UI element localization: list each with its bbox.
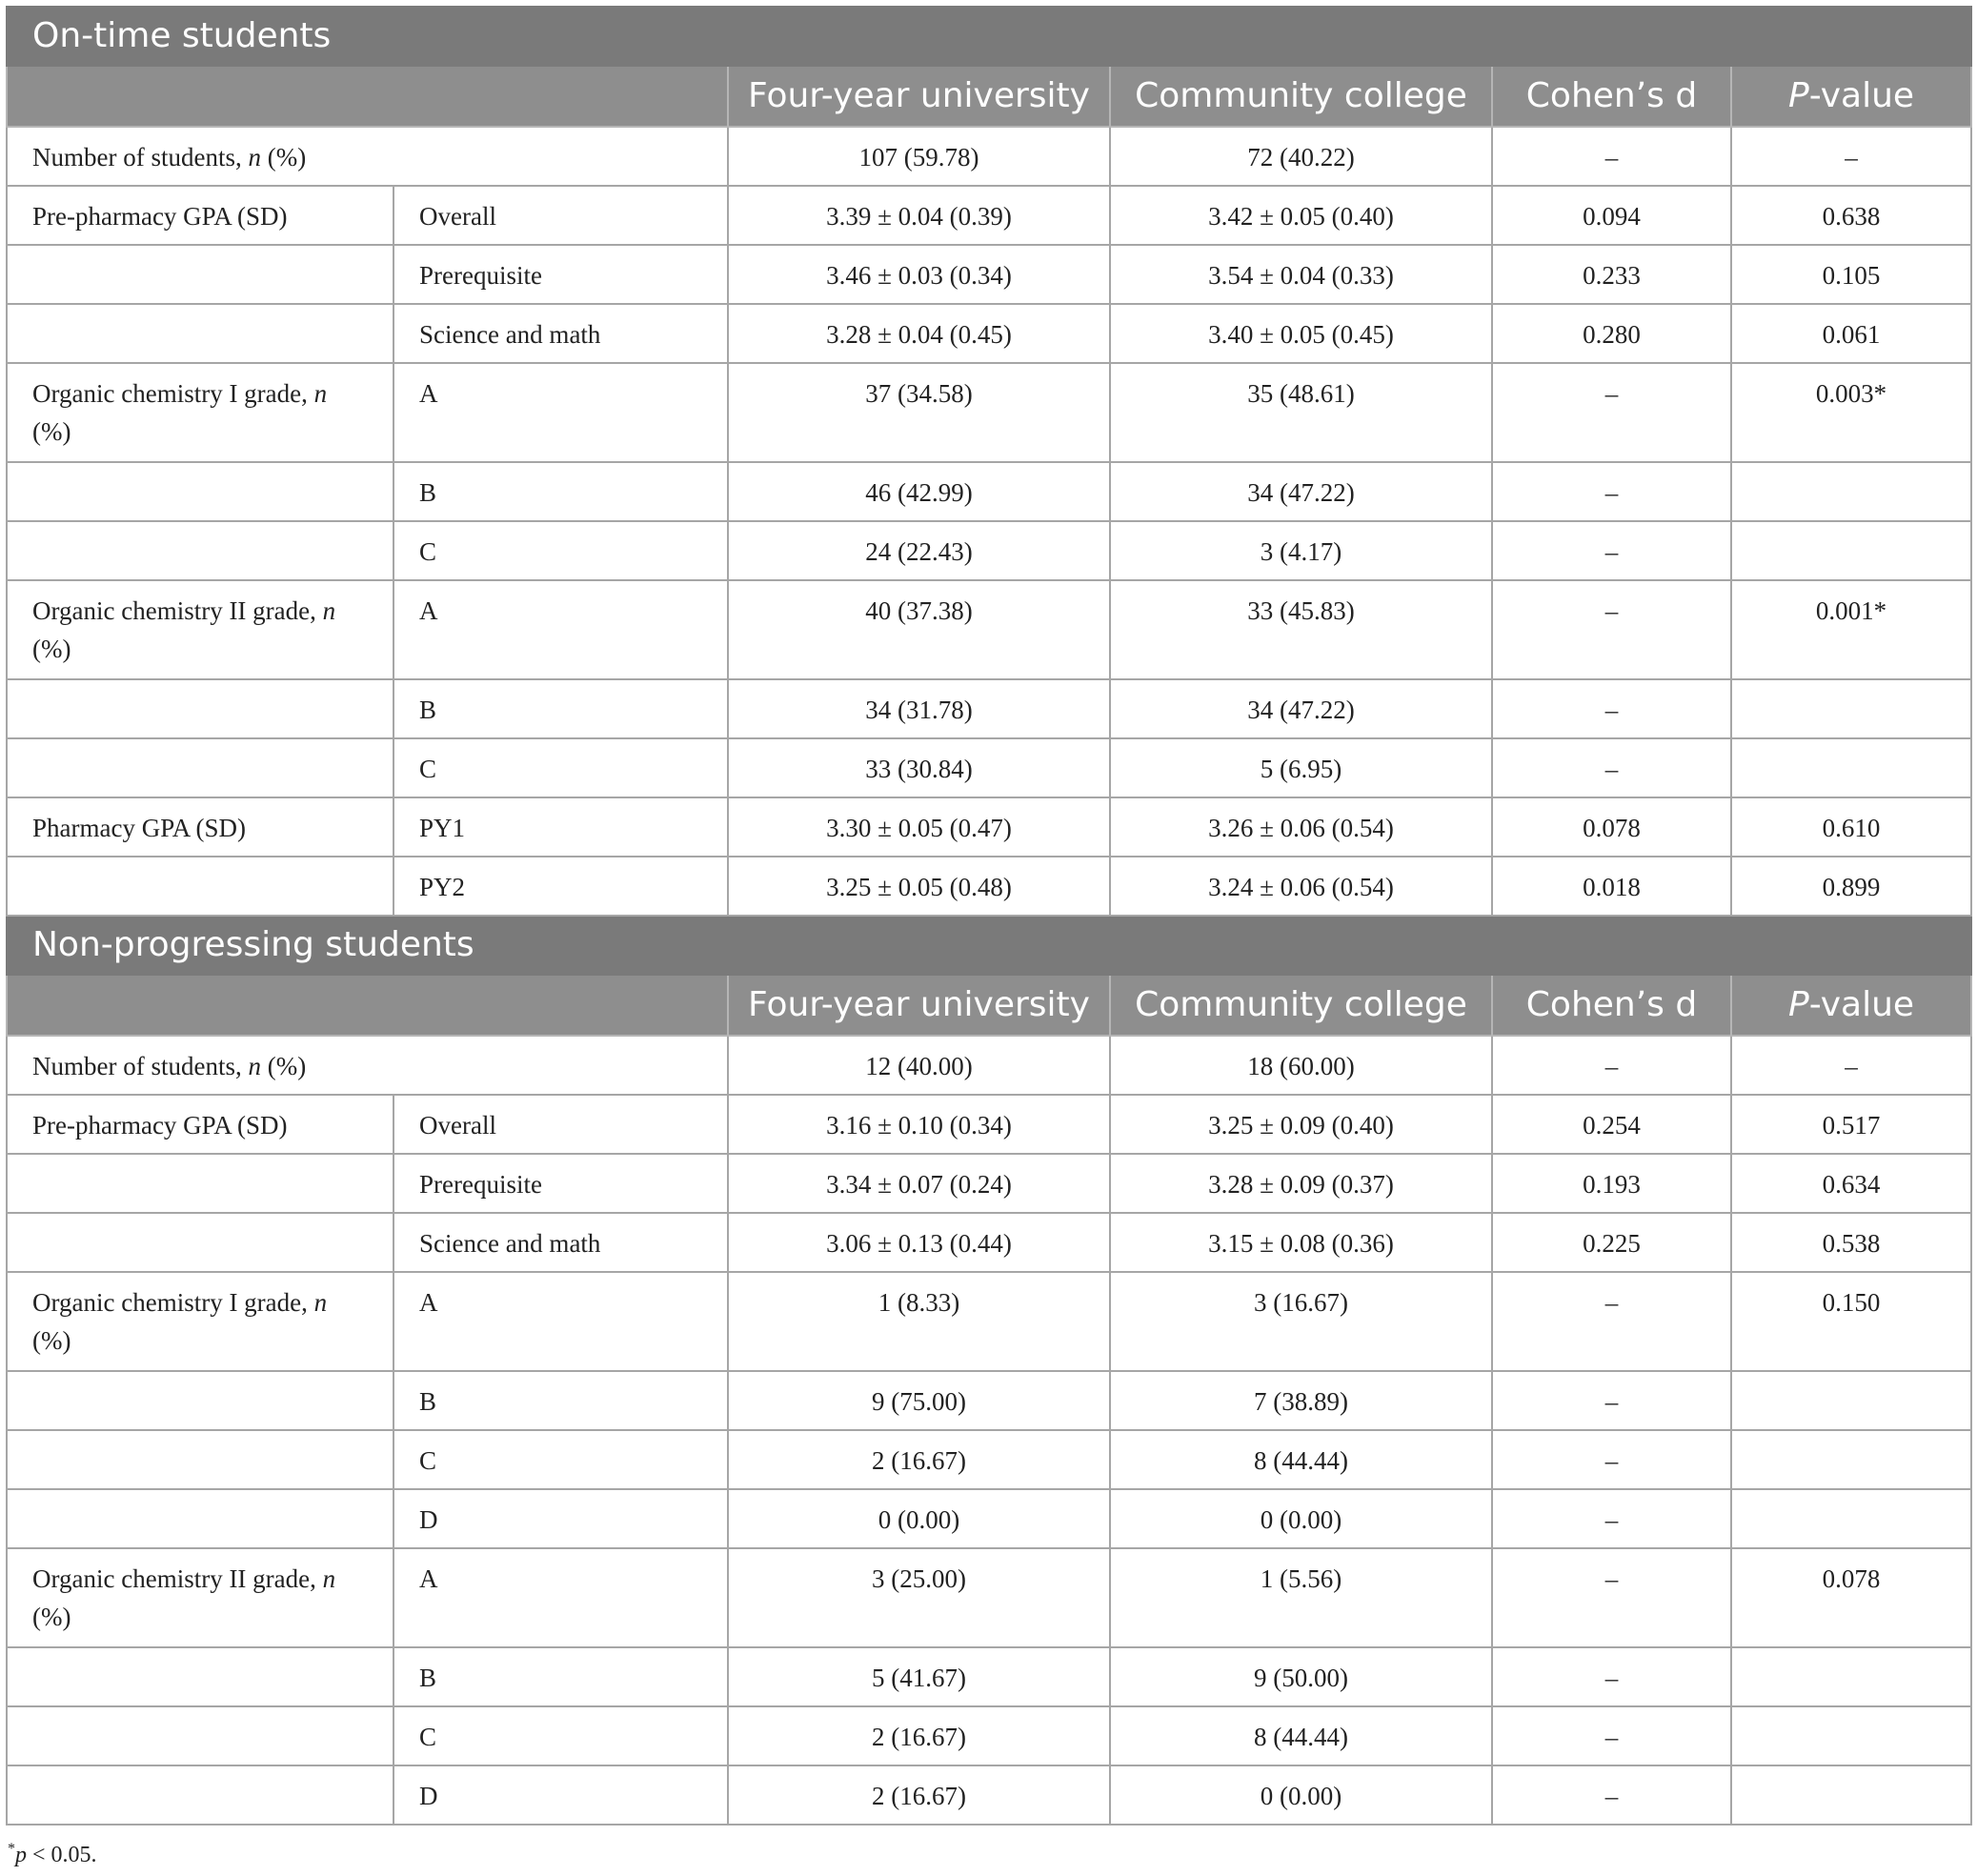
cell-p-value <box>1731 1765 1971 1825</box>
cell-cohens-d: – <box>1492 462 1731 521</box>
cell-cohens-d: 0.233 <box>1492 245 1731 304</box>
row-label <box>7 1036 728 1095</box>
row-sublabel: B <box>393 679 728 738</box>
row-label <box>7 580 393 679</box>
cell-community-college: 3.40 ± 0.05 (0.45) <box>1110 304 1492 363</box>
cell-p-value <box>1731 1647 1971 1706</box>
cell-community-college: 8 (44.44) <box>1110 1430 1492 1489</box>
row-label <box>7 1489 393 1548</box>
row-label <box>7 1371 393 1430</box>
table-row <box>7 1154 1971 1213</box>
cell-community-college: 3.26 ± 0.06 (0.54) <box>1110 797 1492 857</box>
section-title: On-time students <box>7 7 1971 66</box>
footnote-mark: * <box>8 1841 15 1857</box>
header-four-year-university: Four-year university <box>728 975 1110 1036</box>
cell-community-college: 8 (44.44) <box>1110 1706 1492 1765</box>
table-row <box>7 1095 1971 1154</box>
row-sublabel: Science and math <box>393 1213 728 1272</box>
cell-community-college: 72 (40.22) <box>1110 127 1492 186</box>
cell-four-year-university: 5 (41.67) <box>728 1647 1110 1706</box>
table-row <box>7 462 1971 521</box>
row-sublabel: D <box>393 1765 728 1825</box>
row-sublabel: Prerequisite <box>393 245 728 304</box>
cell-cohens-d: – <box>1492 1765 1731 1825</box>
cell-cohens-d: 0.280 <box>1492 304 1731 363</box>
row-sublabel: PY1 <box>393 797 728 857</box>
cell-community-college: 34 (47.22) <box>1110 462 1492 521</box>
cell-four-year-university: 107 (59.78) <box>728 127 1110 186</box>
section-title-row <box>7 7 1971 66</box>
column-header-row <box>7 66 1971 127</box>
header-blank <box>7 66 728 127</box>
table-row <box>7 1371 1971 1430</box>
cell-p-value: 0.105 <box>1731 245 1971 304</box>
row-sublabel: C <box>393 521 728 580</box>
cell-four-year-university: 46 (42.99) <box>728 462 1110 521</box>
cell-community-college: 3.54 ± 0.04 (0.33) <box>1110 245 1492 304</box>
cell-cohens-d: – <box>1492 1647 1731 1706</box>
row-label <box>7 521 393 580</box>
table-row <box>7 304 1971 363</box>
cell-p-value: – <box>1731 1036 1971 1095</box>
row-label-text: Organic chemistry I grade, <box>32 1288 314 1317</box>
cell-four-year-university: 40 (37.38) <box>728 580 1110 679</box>
row-label-italic: n <box>313 1288 328 1317</box>
cell-four-year-university: 12 (40.00) <box>728 1036 1110 1095</box>
row-label-tail: (%) <box>260 143 307 171</box>
table-row <box>7 363 1971 462</box>
table-row <box>7 1647 1971 1706</box>
cell-four-year-university: 3.30 ± 0.05 (0.47) <box>728 797 1110 857</box>
row-sublabel: A <box>393 580 728 679</box>
row-label <box>7 1095 393 1154</box>
cell-community-college: 5 (6.95) <box>1110 738 1492 797</box>
cell-p-value <box>1731 679 1971 738</box>
cell-cohens-d: – <box>1492 738 1731 797</box>
cell-community-college: 3.42 ± 0.05 (0.40) <box>1110 186 1492 245</box>
cell-cohens-d: 0.094 <box>1492 186 1731 245</box>
cell-p-value: 0.078 <box>1731 1548 1971 1647</box>
footnote-italic: p <box>15 1843 27 1867</box>
row-label-italic: n <box>322 596 336 625</box>
row-label <box>7 127 728 186</box>
table-row <box>7 580 1971 679</box>
cell-p-value: 0.634 <box>1731 1154 1971 1213</box>
cell-p-value: 0.517 <box>1731 1095 1971 1154</box>
table-row <box>7 1272 1971 1371</box>
row-sublabel: C <box>393 1430 728 1489</box>
table-row <box>7 245 1971 304</box>
row-label <box>7 1706 393 1765</box>
row-label <box>7 1430 393 1489</box>
table-row <box>7 1036 1971 1095</box>
table-row <box>7 1706 1971 1765</box>
cell-cohens-d: – <box>1492 1430 1731 1489</box>
table-row <box>7 797 1971 857</box>
cell-p-value <box>1731 1371 1971 1430</box>
row-label <box>7 1548 393 1647</box>
header-cohens-d: Cohen’s d <box>1492 66 1731 127</box>
cell-cohens-d: – <box>1492 679 1731 738</box>
row-label-italic: n <box>322 1564 336 1593</box>
row-sublabel: PY2 <box>393 857 728 916</box>
row-label-tail: (%) <box>260 1052 307 1080</box>
table-row <box>7 857 1971 916</box>
cell-cohens-d: 0.254 <box>1492 1095 1731 1154</box>
cell-community-college: 7 (38.89) <box>1110 1371 1492 1430</box>
table-row <box>7 1548 1971 1647</box>
cell-p-value <box>1731 1489 1971 1548</box>
row-label-tail: (%) <box>32 1326 71 1355</box>
cell-four-year-university: 2 (16.67) <box>728 1706 1110 1765</box>
row-label-italic: n <box>248 1052 261 1080</box>
table-row <box>7 186 1971 245</box>
cell-four-year-university: 3.34 ± 0.07 (0.24) <box>728 1154 1110 1213</box>
header-cohens-d: Cohen’s d <box>1492 975 1731 1036</box>
row-sublabel: A <box>393 1548 728 1647</box>
row-sublabel: A <box>393 1272 728 1371</box>
cell-four-year-university: 3.39 ± 0.04 (0.39) <box>728 186 1110 245</box>
cell-community-college: 18 (60.00) <box>1110 1036 1492 1095</box>
row-sublabel: Overall <box>393 186 728 245</box>
cell-four-year-university: 3.46 ± 0.03 (0.34) <box>728 245 1110 304</box>
cell-four-year-university: 33 (30.84) <box>728 738 1110 797</box>
cell-cohens-d: – <box>1492 521 1731 580</box>
cell-p-value: 0.001* <box>1731 580 1971 679</box>
row-sublabel: D <box>393 1489 728 1548</box>
table-row <box>7 1765 1971 1825</box>
cell-cohens-d: – <box>1492 1371 1731 1430</box>
cell-community-college: 3 (4.17) <box>1110 521 1492 580</box>
cell-p-value: 0.150 <box>1731 1272 1971 1371</box>
cell-cohens-d: – <box>1492 127 1731 186</box>
row-label-text: Pre-pharmacy GPA (SD) <box>32 202 288 231</box>
row-sublabel: C <box>393 738 728 797</box>
row-label-italic: n <box>248 143 261 171</box>
row-label <box>7 245 393 304</box>
table-row <box>7 1430 1971 1489</box>
row-label-tail: (%) <box>32 1603 71 1631</box>
row-label-text: Organic chemistry I grade, <box>32 379 314 408</box>
cell-four-year-university: 37 (34.58) <box>728 363 1110 462</box>
header-community-college: Community college <box>1110 66 1492 127</box>
header-p-italic: P <box>1788 985 1809 1024</box>
row-label <box>7 363 393 462</box>
cell-cohens-d: 0.018 <box>1492 857 1731 916</box>
row-sublabel: B <box>393 1647 728 1706</box>
cell-four-year-university: 3.06 ± 0.13 (0.44) <box>728 1213 1110 1272</box>
cell-cohens-d: – <box>1492 1548 1731 1647</box>
cell-p-value: 0.061 <box>1731 304 1971 363</box>
results-table <box>6 6 1972 1826</box>
cell-cohens-d: – <box>1492 1272 1731 1371</box>
footnote-text: < 0.05. <box>27 1843 97 1867</box>
row-label-text: Organic chemistry II grade, <box>32 1564 323 1593</box>
cell-p-value <box>1731 1430 1971 1489</box>
row-sublabel: B <box>393 462 728 521</box>
row-label-text: Number of students, <box>32 1052 249 1080</box>
cell-p-value: 0.638 <box>1731 186 1971 245</box>
header-p-rest: -value <box>1808 985 1915 1024</box>
row-label-text: Organic chemistry II grade, <box>32 596 323 625</box>
cell-community-college: 3.28 ± 0.09 (0.37) <box>1110 1154 1492 1213</box>
row-sublabel: C <box>393 1706 728 1765</box>
row-label <box>7 797 393 857</box>
header-p-value <box>1731 66 1971 127</box>
cell-four-year-university: 2 (16.67) <box>728 1430 1110 1489</box>
cell-four-year-university: 34 (31.78) <box>728 679 1110 738</box>
table-row <box>7 127 1971 186</box>
table-row <box>7 1213 1971 1272</box>
row-label <box>7 304 393 363</box>
cell-cohens-d: 0.193 <box>1492 1154 1731 1213</box>
cell-four-year-university: 1 (8.33) <box>728 1272 1110 1371</box>
cell-p-value <box>1731 521 1971 580</box>
table-row <box>7 1489 1971 1548</box>
row-label-tail: (%) <box>32 635 71 663</box>
cell-community-college: 3 (16.67) <box>1110 1272 1492 1371</box>
cell-p-value: – <box>1731 127 1971 186</box>
cell-four-year-university: 3.28 ± 0.04 (0.45) <box>728 304 1110 363</box>
row-sublabel: Prerequisite <box>393 1154 728 1213</box>
header-four-year-university: Four-year university <box>728 66 1110 127</box>
cell-four-year-university: 2 (16.67) <box>728 1765 1110 1825</box>
cell-community-college: 3.24 ± 0.06 (0.54) <box>1110 857 1492 916</box>
cell-cohens-d: – <box>1492 1036 1731 1095</box>
cell-cohens-d: – <box>1492 363 1731 462</box>
header-blank <box>7 975 728 1036</box>
header-p-italic: P <box>1788 76 1809 115</box>
table-row <box>7 738 1971 797</box>
row-label <box>7 738 393 797</box>
cell-cohens-d: – <box>1492 580 1731 679</box>
cell-four-year-university: 0 (0.00) <box>728 1489 1110 1548</box>
header-community-college: Community college <box>1110 975 1492 1036</box>
row-label-text: Pre-pharmacy GPA (SD) <box>32 1111 288 1140</box>
table-row <box>7 679 1971 738</box>
cell-community-college: 9 (50.00) <box>1110 1647 1492 1706</box>
cell-four-year-university: 3.25 ± 0.05 (0.48) <box>728 857 1110 916</box>
row-label <box>7 857 393 916</box>
table-footnote <box>8 1841 97 1868</box>
column-header-row <box>7 975 1971 1036</box>
row-sublabel: B <box>393 1371 728 1430</box>
row-label <box>7 1154 393 1213</box>
row-sublabel: Science and math <box>393 304 728 363</box>
table-row <box>7 521 1971 580</box>
cell-p-value <box>1731 1706 1971 1765</box>
row-label-text: Pharmacy GPA (SD) <box>32 814 247 842</box>
row-label <box>7 1213 393 1272</box>
cell-four-year-university: 3.16 ± 0.10 (0.34) <box>728 1095 1110 1154</box>
row-label <box>7 1647 393 1706</box>
cell-p-value: 0.538 <box>1731 1213 1971 1272</box>
row-sublabel: A <box>393 363 728 462</box>
row-sublabel: Overall <box>393 1095 728 1154</box>
row-label <box>7 1765 393 1825</box>
cell-p-value: 0.003* <box>1731 363 1971 462</box>
cell-community-college: 34 (47.22) <box>1110 679 1492 738</box>
section-title-row <box>7 916 1971 975</box>
cell-p-value: 0.899 <box>1731 857 1971 916</box>
header-p-rest: -value <box>1808 76 1915 115</box>
cell-cohens-d: – <box>1492 1706 1731 1765</box>
section-title: Non-progressing students <box>7 916 1971 975</box>
cell-community-college: 3.25 ± 0.09 (0.40) <box>1110 1095 1492 1154</box>
cell-community-college: 35 (48.61) <box>1110 363 1492 462</box>
row-label <box>7 1272 393 1371</box>
row-label-tail: (%) <box>32 417 71 446</box>
cell-cohens-d: 0.078 <box>1492 797 1731 857</box>
cell-p-value <box>1731 738 1971 797</box>
row-label-italic: n <box>313 379 328 408</box>
cell-community-college: 0 (0.00) <box>1110 1489 1492 1548</box>
row-label <box>7 186 393 245</box>
row-label <box>7 462 393 521</box>
row-label <box>7 679 393 738</box>
cell-four-year-university: 24 (22.43) <box>728 521 1110 580</box>
cell-community-college: 3.15 ± 0.08 (0.36) <box>1110 1213 1492 1272</box>
row-label-text: Number of students, <box>32 143 249 171</box>
cell-four-year-university: 9 (75.00) <box>728 1371 1110 1430</box>
cell-cohens-d: – <box>1492 1489 1731 1548</box>
cell-community-college: 0 (0.00) <box>1110 1765 1492 1825</box>
cell-p-value <box>1731 462 1971 521</box>
cell-community-college: 33 (45.83) <box>1110 580 1492 679</box>
cell-p-value: 0.610 <box>1731 797 1971 857</box>
header-p-value <box>1731 975 1971 1036</box>
cell-four-year-university: 3 (25.00) <box>728 1548 1110 1647</box>
cell-cohens-d: 0.225 <box>1492 1213 1731 1272</box>
cell-community-college: 1 (5.56) <box>1110 1548 1492 1647</box>
